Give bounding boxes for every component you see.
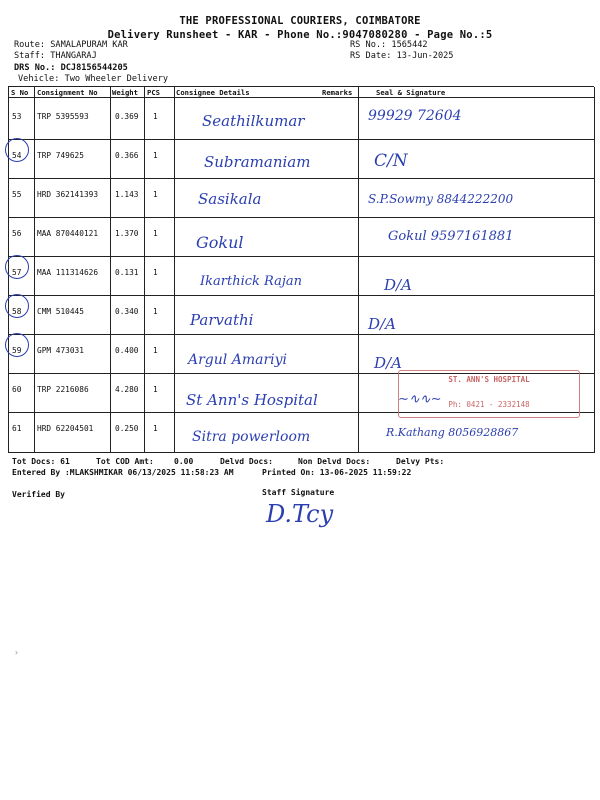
rs-number: RS No.: 1565442 [350, 40, 428, 50]
circle-mark [5, 138, 29, 162]
row-pcs: 1 [153, 229, 158, 238]
consignee-handwritten: Sitra powerloom [192, 429, 311, 445]
table-row [8, 100, 594, 139]
table-bottom-rule [8, 452, 594, 453]
printed-on: Printed On: 13-06-2025 11:59:22 [262, 468, 412, 477]
consignee-handwritten: Subramaniam [204, 153, 311, 171]
table-top-rule [8, 86, 594, 87]
col-sno: S No [11, 88, 29, 97]
row-sno: 58 [12, 307, 22, 316]
consignee-handwritten: Seathilkumar [202, 112, 305, 130]
consignee-handwritten: St Ann's Hospital [186, 391, 318, 409]
table-row [8, 256, 594, 295]
hospital-sign-scribble: ∼∿∿∼ [398, 392, 442, 407]
staff-signature-mark: D.Tcy [266, 500, 334, 528]
circle-mark [5, 255, 29, 279]
staff-signature-label: Staff Signature [262, 488, 335, 497]
col-consignment: Consignment No [37, 88, 98, 97]
row-weight: 0.369 [115, 112, 139, 121]
consignee-handwritten: Ikarthick Rajan [200, 274, 303, 289]
circle-mark [5, 333, 29, 357]
stray-mark: › [14, 648, 19, 657]
row-consignment: HRD 362141393 [37, 190, 99, 199]
table-row [8, 217, 594, 256]
total-cod-value: 0.00 [174, 457, 194, 466]
receiver-signature: 99929 72604 [368, 108, 462, 124]
receiver-signature: R.Kathang 8056928867 [386, 426, 519, 439]
vehicle-label: Vehicle: Two Wheeler Delivery [18, 74, 169, 84]
row-consignment: MAA 870440121 [37, 229, 99, 238]
entered-by: Entered By :MLAKSHMIKAR 06/13/2025 11:58:23 AM [12, 468, 234, 477]
column-divider [594, 87, 595, 453]
table-row [8, 295, 594, 334]
row-weight: 0.340 [115, 307, 139, 316]
receiver-signature: D/A [374, 354, 402, 372]
col-remarks: Remarks [322, 88, 353, 97]
col-seal: Seal & Signature [376, 88, 446, 97]
consignee-handwritten: Argul Amariyi [188, 352, 287, 368]
row-consignment: TRP 2216086 [37, 385, 89, 394]
runsheet-subtitle: Delivery Runsheet - KAR - Phone No.:9047080280 - Page No.:5 [107, 29, 493, 41]
row-weight: 4.280 [115, 385, 139, 394]
delivered-docs: Delvd Docs: [220, 457, 273, 466]
row-consignment: TRP 749625 [37, 151, 84, 160]
row-consignment: HRD 62204501 [37, 424, 94, 433]
stamp-phone: Ph: 0421 - 2332148 [448, 400, 530, 409]
rs-date: RS Date: 13-Jun-2025 [350, 51, 454, 61]
receiver-signature: D/A [368, 315, 396, 333]
row-weight: 0.400 [115, 346, 139, 355]
row-sno: 56 [12, 229, 22, 238]
row-weight: 0.366 [115, 151, 139, 160]
receiver-signature: D/A [384, 276, 412, 294]
col-pcs: PCS [147, 88, 160, 97]
consignee-handwritten: Sasikala [198, 190, 262, 208]
total-cod-label: Tot COD Amt: [96, 457, 154, 466]
row-consignment: MAA 111314626 [37, 268, 99, 277]
row-sno: 53 [12, 112, 22, 121]
row-consignment: CMM 510445 [37, 307, 84, 316]
row-pcs: 1 [153, 385, 158, 394]
row-sno: 60 [12, 385, 22, 394]
row-weight: 1.143 [115, 190, 139, 199]
consignee-handwritten: Gokul [196, 233, 244, 252]
staff-label: Staff: THANGARAJ [14, 51, 97, 61]
col-consignee: Consignee Details [176, 88, 250, 97]
circle-mark [5, 294, 29, 318]
non-delivered-docs: Non Delvd Docs: [298, 457, 371, 466]
row-sno: 55 [12, 190, 22, 199]
receiver-signature: S.P.Sowmy 8844222200 [368, 192, 514, 206]
row-weight: 1.370 [115, 229, 139, 238]
row-sno: 57 [12, 268, 22, 277]
receiver-signature: Gokul 9597161881 [388, 229, 514, 244]
row-pcs: 1 [153, 112, 158, 121]
row-weight: 0.131 [115, 268, 139, 277]
table-row [8, 139, 594, 178]
route-label: Route: SAMALAPURAM KAR [14, 40, 128, 50]
row-weight: 0.250 [115, 424, 139, 433]
total-docs: Tot Docs: 61 [12, 457, 70, 466]
delivery-points: Delvy Pts: [396, 457, 445, 466]
row-consignment: TRP 5395593 [37, 112, 89, 121]
row-pcs: 1 [153, 307, 158, 316]
verified-by: Verified By [12, 490, 65, 499]
row-pcs: 1 [153, 346, 158, 355]
drs-number: DRS No.: DCJ8156544205 [14, 63, 128, 73]
table-row [8, 334, 594, 373]
row-sno: 59 [12, 346, 22, 355]
row-sno: 54 [12, 151, 22, 160]
consignee-handwritten: Parvathi [190, 311, 254, 329]
row-pcs: 1 [153, 424, 158, 433]
header-bottom-rule [8, 97, 594, 98]
company-title: THE PROFESSIONAL COURIERS, COIMBATORE [179, 15, 421, 27]
row-pcs: 1 [153, 151, 158, 160]
table-row [8, 178, 594, 217]
row-pcs: 1 [153, 268, 158, 277]
receiver-signature: C/N [374, 151, 408, 171]
row-sno: 61 [12, 424, 22, 433]
stamp-name: ST. ANN'S HOSPITAL [448, 375, 530, 384]
row-consignment: GPM 473031 [37, 346, 84, 355]
col-weight: Weight [112, 88, 138, 97]
row-pcs: 1 [153, 190, 158, 199]
